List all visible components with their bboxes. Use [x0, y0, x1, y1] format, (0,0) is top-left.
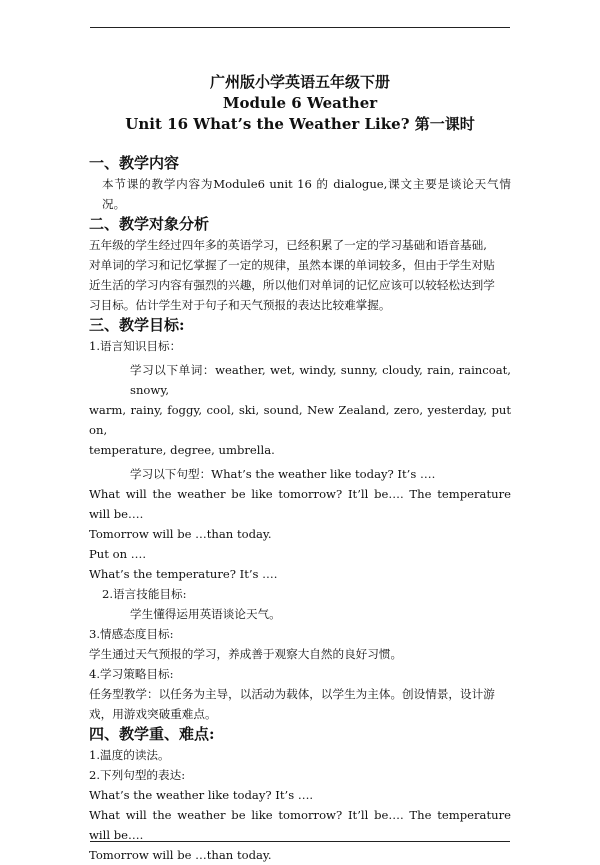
objective-4-line: 戏，用游戏突破重难点。: [89, 707, 217, 721]
sentence-line: What’s the temperature? It’s ….: [89, 567, 278, 581]
key-sentence: What’s the weather like today? It’s ….: [89, 788, 314, 802]
objective-2-body: 学生懂得运用英语谈论天气。: [130, 607, 281, 621]
key-point-2: 2.下列句型的表达:: [89, 768, 186, 782]
objective-3-body: 学生通过天气预报的学习，养成善于观察大自然的良好习惯。: [89, 647, 403, 661]
section-2-line: 五年级的学生经过四年多的英语学习，已经积累了一定的学习基础和语音基础,: [89, 238, 487, 252]
document-page: [89, 72, 511, 865]
vocab-line: warm, rainy, foggy, cool, ski, sound, New Zealand, zero, yesterday, put on,: [89, 403, 511, 437]
objective-1-title: 1.语言知识目标：: [89, 339, 182, 353]
sentence-intro: 学习以下句型：What’s the weather like today? It’s ….: [130, 467, 436, 481]
top-rule: [90, 27, 510, 28]
section-2-line: 对单词的学习和记忆掌握了一定的规律，虽然本课的单词较多，但由于学生对贴: [89, 258, 495, 272]
unit-title: Unit 16 What’s the Weather Like? 第一课时: [125, 115, 475, 133]
section-1-heading: 一、教学内容: [89, 154, 180, 172]
sentence-line: What will the weather be like tomorrow? It’ll be…. The temperature will be….: [89, 487, 511, 521]
section-2-heading: 二、教学对象分析: [89, 215, 210, 233]
section-4-heading: 四、教学重、难点:: [89, 725, 215, 743]
objective-2-title: 2.语言技能目标:: [102, 587, 187, 601]
vocab-line: 学习以下单词：weather, wet, windy, sunny, cloudy, rain, raincoat, snowy,: [130, 363, 511, 397]
sentence-line: Put on ….: [89, 547, 147, 561]
objective-4-title: 4.学习策略目标:: [89, 667, 174, 681]
section-2-line: 近生活的学习内容有强烈的兴趣，所以他们对单词的记忆应该可以较轻松达到学: [89, 278, 495, 292]
module-title: Module 6 Weather: [222, 94, 378, 112]
key-sentence: Tomorrow will be …than today.: [89, 848, 272, 862]
objective-3-title: 3.情感态度目标:: [89, 627, 174, 641]
doc-title: 广州版小学英语五年级下册: [209, 73, 390, 91]
key-point-1: 1.温度的读法。: [89, 748, 170, 762]
objective-4-line: 任务型教学：以任务为主导，以活动为载体，以学生为主体。创设情景，设计游: [89, 687, 495, 701]
section-1-body: 本节课的教学内容为Module6 unit 16 的 dialogue,课文主要是谈论天气情况。: [102, 177, 511, 211]
sentence-line: Tomorrow will be …than today.: [89, 527, 272, 541]
key-sentence: What will the weather be like tomorrow? It’ll be…. The temperature will be….: [89, 808, 511, 842]
vocab-line: temperature, degree, umbrella.: [89, 443, 275, 457]
section-2-line: 习目标。估计学生对于句子和天气预报的表达比较难掌握。: [89, 298, 391, 312]
section-3-heading: 三、教学目标:: [89, 316, 185, 334]
